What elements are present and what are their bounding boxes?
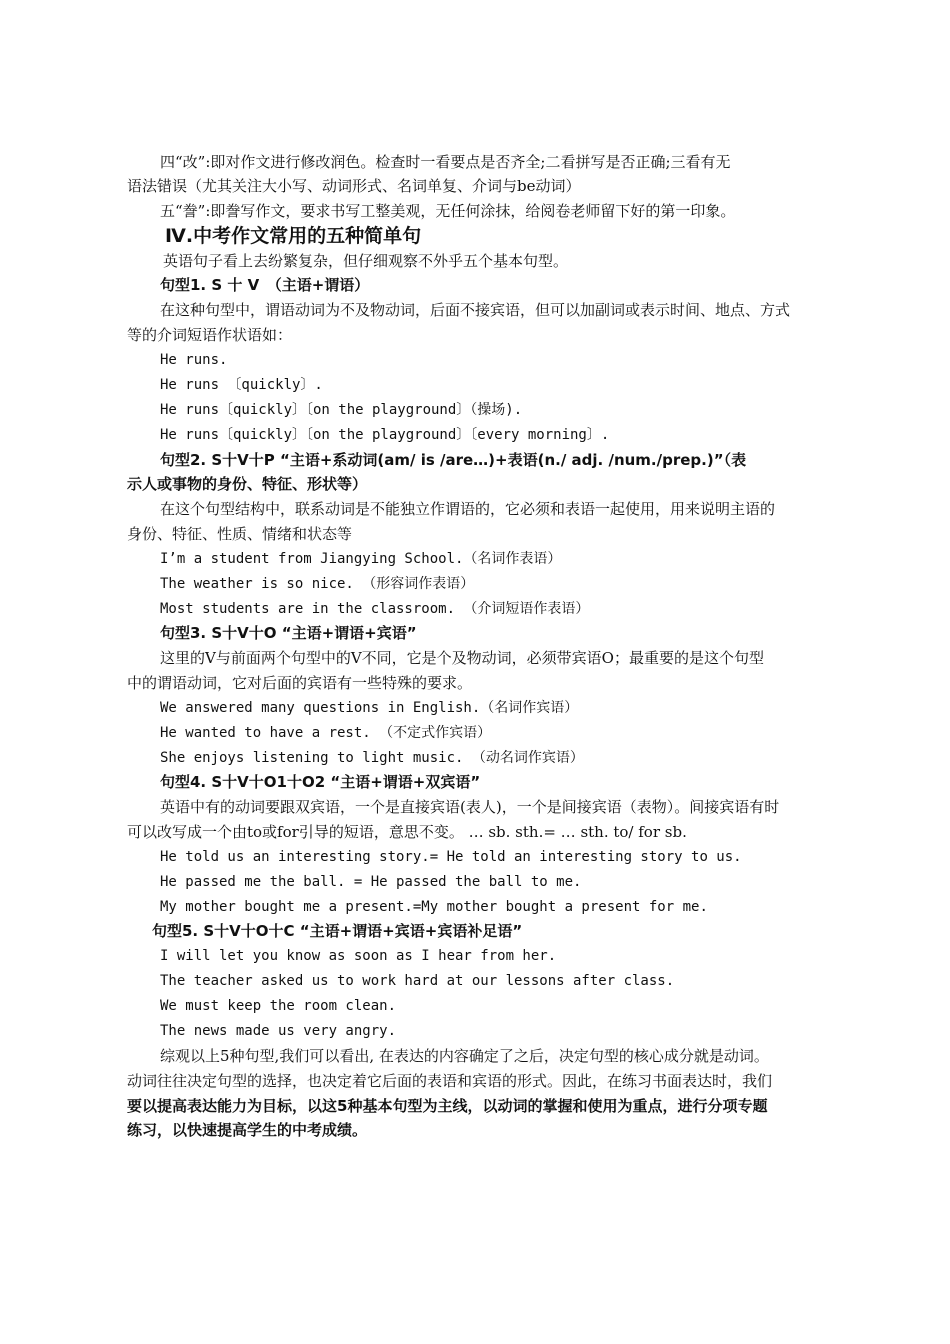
example-line: I will let you know as soon as I hear from her. [160,948,557,964]
text-line: 中的谓语动词，它对后面的宾语有一些特殊的要求。 [127,674,473,692]
text-line: 五“誊”:即誊写作文，要求书写工整美观，无任何涂抹，给阅卷老师留下好的第一印象。 [160,202,736,220]
example-line: He told us an interesting story.= He told an interesting story to us. [160,849,742,865]
text-line: 四“改”:即对作文进行修改润色。检查时一看要点是否齐全;二看拼写是否正确;三看有无 [160,153,731,171]
example-line: I’m a student from Jiangying School.（名词作表语） [160,551,562,567]
pattern-heading: 示人或事物的身份、特征、形状等） [127,475,368,493]
text-line: 语法错误（尤其关注大小写、动词形式、名词单复、介词与be动词） [127,177,581,195]
pattern-heading: 句型5. S十V十O十C “主语+谓语+宾语+宾语补足语” [152,922,523,940]
text-line: 这里的V与前面两个句型中的V不同，它是个及物动词，必须带宾语O；最重要的是这个句型 [160,649,764,667]
example-line: She enjoys listening to light music. （动名词作宾语） [160,750,584,766]
example-line: The news made us very angry. [160,1023,397,1039]
example-line: The teacher asked us to work hard at our lessons after class. [160,973,675,989]
example-line: Most students are in the classroom. （介词短语作表语） [160,601,590,617]
example-line: He runs 〔quickly〕. [160,377,323,393]
section-heading: Ⅳ.中考作文常用的五种简单句 [165,225,422,247]
example-line: He runs. [160,352,228,368]
pattern-heading: 句型4. S十V十O1十O2 “主语+谓语+双宾语” [160,773,481,791]
example-line: The weather is so nice. （形容词作表语） [160,576,475,592]
example-line: We must keep the room clean. [160,998,397,1014]
pattern-heading: 句型3. S十V十O “主语+谓语+宾语” [160,624,417,642]
text-line: 综观以上5种句型,我们可以看出, 在表达的内容确定了之后，决定句型的核心成分就是动词。 [160,1047,769,1065]
bold-conclusion-line: 练习，以快速提高学生的中考成绩。 [127,1121,368,1139]
text-line: 动词往往决定句型的选择，也决定着它后面的表语和宾语的形式。因此，在练习书面表达时，我们 [127,1072,773,1090]
text-line: 等的介词短语作状语如： [127,326,293,344]
text-line: 英语句子看上去纷繁复杂，但仔细观察不外乎五个基本句型。 [163,252,569,270]
pattern-heading: 句型2. S十V十P “主语+系动词(am/ is /are…)+表语(n./ adj. /num./prep.)”（表 [160,451,747,469]
example-line: He wanted to have a rest. （不定式作宾语） [160,725,492,741]
text-line: 在这个句型结构中，联系动词是不能独立作谓语的，它必须和表语一起使用，用来说明主语的 [160,500,776,518]
text-line: 身份、特征、性质、情绪和状态等 [127,525,353,543]
text-line: 可以改写成一个由to或for引导的短语，意思不变。 … sb. sth.= … sth. to/ for sb. [127,823,687,841]
pattern-heading: 句型1. S 十 V （主语+谓语） [160,276,370,294]
example-line: My mother bought me a present.=My mother bought a present for me. [160,899,708,915]
example-line: He runs〔quickly〕〔on the playground〕（操场). [160,402,523,418]
text-line: 英语中有的动词要跟双宾语，一个是直接宾语(表人)，一个是间接宾语（表物）。间接宾语有时 [160,798,780,816]
bold-conclusion-line: 要以提高表达能力为目标，以这5种基本句型为主线，以动词的掌握和使用为重点，进行分项专题 [127,1097,768,1115]
example-line: He runs〔quickly〕〔on the playground〕〔every morning〕. [160,427,610,443]
example-line: He passed me the ball. = He passed the ball to me. [160,874,582,890]
text-line: 在这种句型中，谓语动词为不及物动词，后面不接宾语，但可以加副词或表示时间、地点、方式 [160,301,791,319]
example-line: We answered many questions in English.（名词作宾语） [160,700,579,716]
